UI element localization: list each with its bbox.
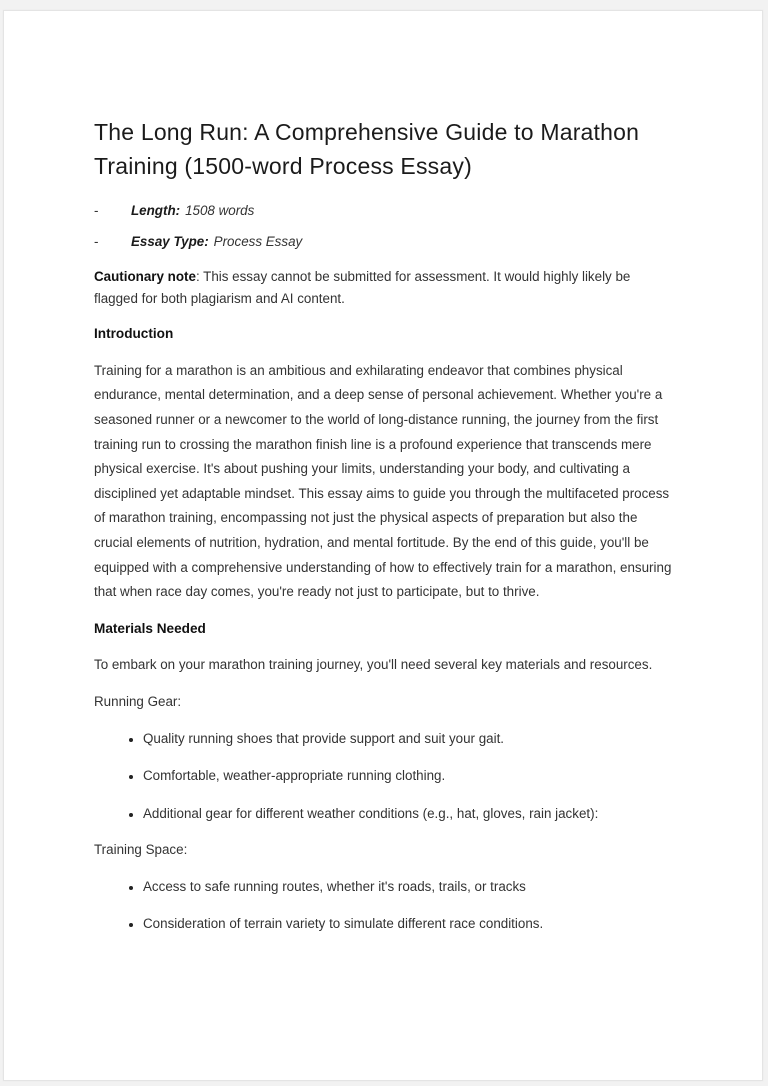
document-title: The Long Run: A Comprehensive Guide to Marathon Training (1500-word Process Essay) <box>94 119 640 179</box>
running-gear-list <box>94 727 677 827</box>
materials-needed-heading: Materials Needed <box>94 620 206 636</box>
list-item: • Consideration of terrain variety to simulate different race conditions. <box>143 912 677 937</box>
cautionary-note <box>94 266 677 310</box>
meta-label: Length: <box>131 203 181 218</box>
cautionary-note-label: Cautionary note <box>94 269 196 285</box>
introduction-heading: Introduction <box>94 326 174 342</box>
list-item: • Additional gear for different weather conditions (e.g., hat, gloves, rain jacket): <box>143 802 677 827</box>
list-item: • Comfortable, weather-appropriate running clothing. <box>143 764 677 789</box>
meta-list <box>94 199 677 254</box>
introduction-paragraph: Training for a marathon is an ambitious and exhilarating endeavor that combines physical endurance, mental determination, and a deep sense of personal achievement. Whether you're a seasoned runner or a newcomer to the world of long-distance running, the journey from the first training run to crossing the marathon finish line is a profound experience that transcends mere physical exercise. It's about pushing your limits, understanding your body, and cultivating a disciplined yet adaptable mindset. This essay aims to guide you through the multifaceted process of marathon training, encompassing not just the physical aspects of preparation but also the crucial elements of nutrition, hydration, and mental fortitude. By the end of this guide, you'll be equipped with a comprehensive understanding of how to effectively train for a marathon, ensuring that when race day comes, you're ready not just to participate, but to thrive. <box>94 362 672 600</box>
materials-intro-paragraph: To embark on your marathon training journey, you'll need several key materials and resources. <box>94 657 653 673</box>
list-item: • Access to safe running routes, whether it's roads, trails, or tracks <box>143 875 677 900</box>
dash-marker: - <box>94 203 99 218</box>
training-space-list <box>94 875 677 937</box>
meta-item-essay-type <box>94 230 677 255</box>
meta-item-length <box>94 199 677 224</box>
meta-value: Process Essay <box>213 233 303 249</box>
meta-value: 1508 words <box>185 203 255 218</box>
dash-marker: - <box>94 233 99 249</box>
cautionary-note-separator: : <box>195 269 204 285</box>
training-space-label: Training Space: <box>94 842 188 858</box>
running-gear-label: Running Gear: <box>94 693 182 709</box>
meta-label: Essay Type: <box>131 233 209 249</box>
document-page <box>3 10 763 1081</box>
list-item: • Quality running shoes that provide support and suit your gait. <box>143 727 677 752</box>
cautionary-note-text: This essay cannot be submitted for assessment. It would highly likely be flagged for both plagiarism and AI content. <box>94 269 631 307</box>
